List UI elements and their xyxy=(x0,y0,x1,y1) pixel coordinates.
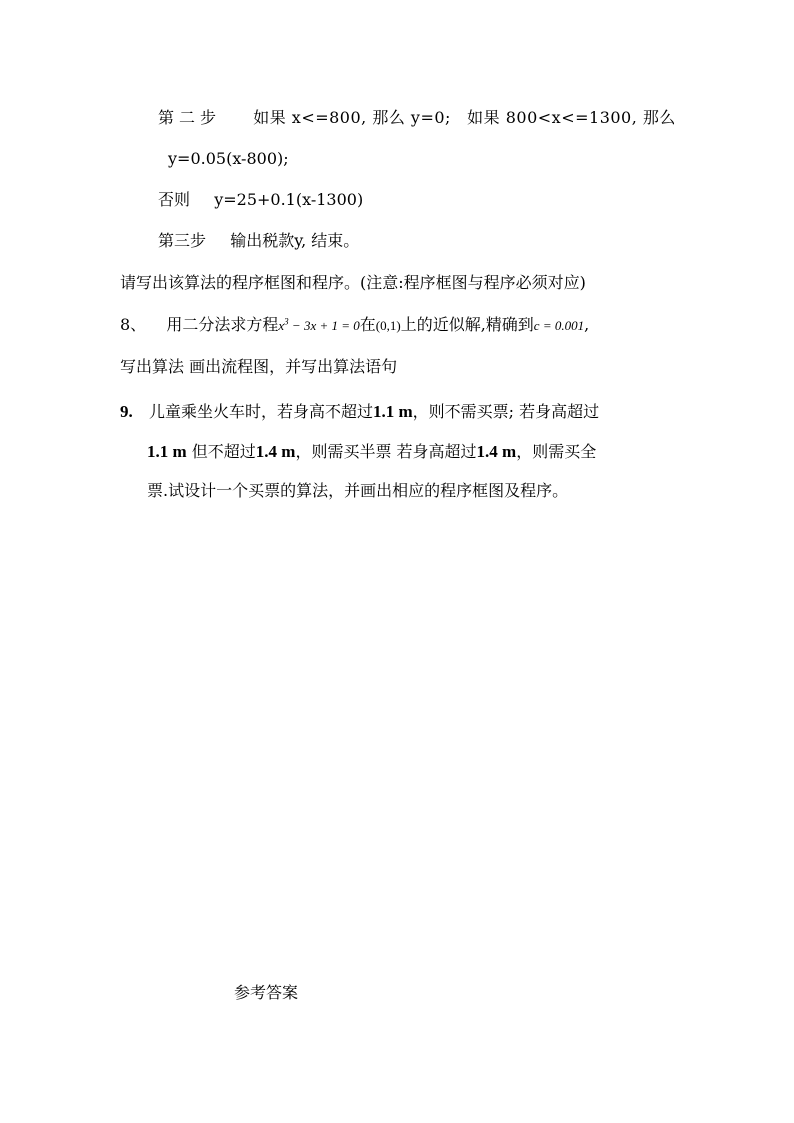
q9-line-2: 1.1 m 但不超过1.4 m，则需买半票 若身高超过1.4 m，则需买全 xyxy=(147,442,597,461)
else-line xyxy=(158,192,363,208)
step3-label: 第三步 xyxy=(158,231,207,250)
q8-number: 8、 xyxy=(120,315,147,334)
q9-number: 9. xyxy=(120,402,133,421)
else-label: 否则 xyxy=(158,190,191,209)
step2-label: 第二步 xyxy=(158,108,222,127)
reference-answer-heading: 参考答案 xyxy=(234,983,299,1002)
instruction-text: 请写出该算法的程序框图和程序。(注意:程序框图与程序必须对应) xyxy=(120,273,586,292)
q9-line-1: 9. 儿童乘坐火车时，若身高不超过1.1 m，则不需买票; 若身高超过 xyxy=(120,402,600,421)
q8-precision: c = 0.001 xyxy=(533,318,585,333)
q8-line-1 xyxy=(120,317,589,333)
q8-text-c: 上的近似解,精确到 xyxy=(400,315,534,334)
q8-text-b: 在 xyxy=(359,315,376,334)
q8-interval: (0,1) xyxy=(375,318,401,333)
step2-condition-2: 如果 800<x<=1300, 那么 xyxy=(467,108,676,127)
q9-line-3: 票.试设计一个买票的算法，并画出相应的程序框图及程序。 xyxy=(147,481,569,500)
step3-text: 输出税款y, 结束。 xyxy=(230,231,360,250)
q8-text-a: 用二分法求方程 xyxy=(166,315,279,334)
q8-equation: $x^3 - 3x + 1 = 0$ xyxy=(278,316,360,333)
q8-line-2: 写出算法 画出流程图，并写出算法语句 xyxy=(120,357,398,376)
step2-line xyxy=(158,110,676,126)
step2-continuation: y=0.05(x-800); xyxy=(168,149,289,168)
q8-text-d: , xyxy=(584,315,590,334)
else-expression: y=25+0.1(x-1300) xyxy=(214,190,364,209)
step2-condition-1: 如果 x<=800, 那么 y=0; xyxy=(253,108,451,127)
step3-line xyxy=(158,233,359,249)
